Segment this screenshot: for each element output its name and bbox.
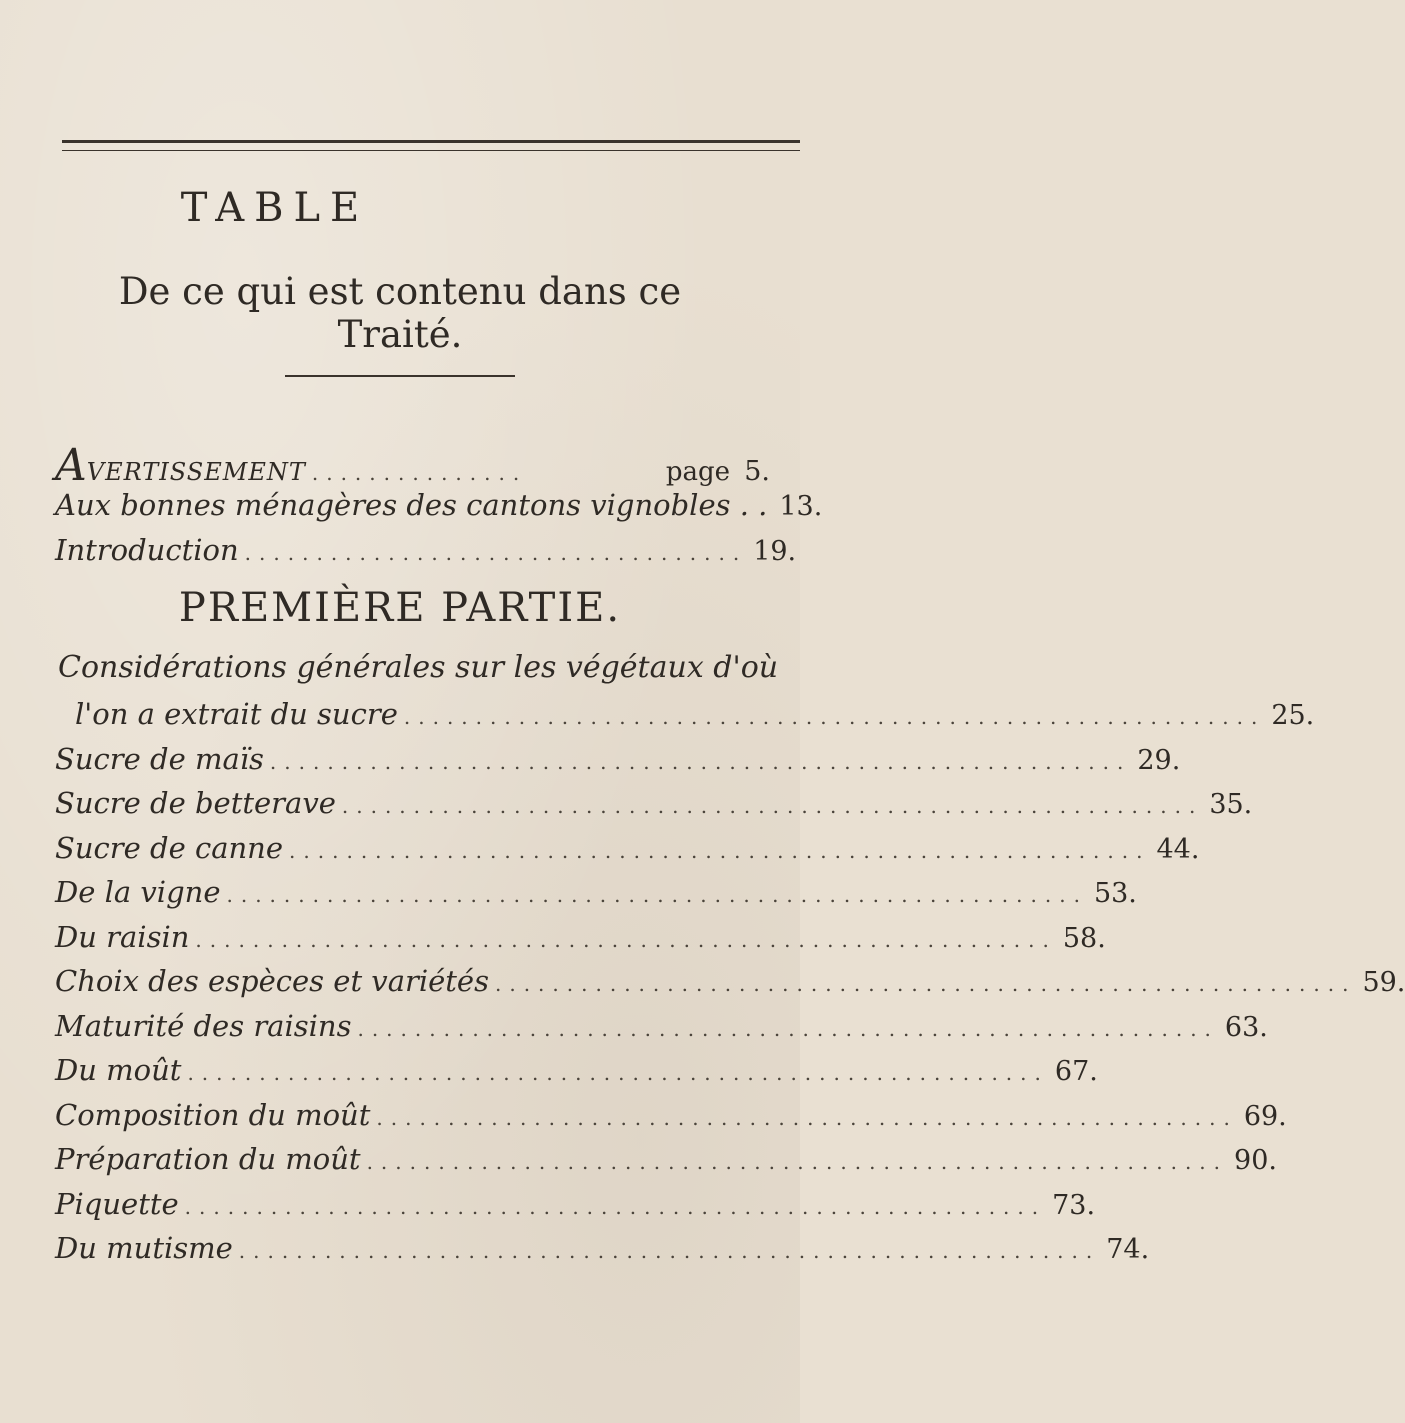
toc-label: De la vigne [55, 875, 221, 909]
toc-page-number: 58. [1062, 922, 1106, 954]
leader-dots: ............................................................ [238, 1239, 1101, 1263]
leader-dots: ............................................................ [376, 1105, 1238, 1130]
toc-label: Choix des espèces et variétés [55, 964, 489, 998]
toc-page-number: 5. [744, 456, 770, 487]
toc-label: Du moût [55, 1053, 182, 1087]
toc-page-number: 29. [1137, 744, 1181, 776]
page-subtitle: De ce qui est contenu dans ce Traité. [118, 270, 682, 356]
leader-dots: ............................................................ [289, 838, 1151, 863]
leader-dots: ............................................................ [195, 927, 1057, 952]
toc-entry [55, 830, 1200, 871]
toc-label: Composition du moût [55, 1097, 371, 1132]
toc-label: Sucre de maïs [55, 741, 264, 776]
page-title: TABLE [180, 185, 370, 231]
toc-page-number: 69. [1243, 1100, 1287, 1132]
toc-entry [75, 697, 1315, 737]
leader-dots: ............................................................ [494, 972, 1357, 996]
toc-entry [55, 1053, 1098, 1093]
divider-rule [285, 375, 515, 377]
toc-page-number: 90. [1234, 1145, 1277, 1176]
toc-entry [55, 1186, 1096, 1227]
toc-page-number: 19. [753, 536, 797, 567]
leader-dots: ................................... [244, 541, 748, 565]
toc-entry [55, 919, 1106, 960]
toc-label: VERTISSEMENT [86, 458, 306, 486]
toc-entry [55, 1097, 1287, 1138]
top-double-rule [62, 140, 800, 151]
leader-dots: ............................................................ [269, 749, 1132, 774]
toc-entry [55, 741, 1181, 782]
toc-page-number: 53. [1093, 878, 1137, 909]
toc-page-number: 67. [1054, 1056, 1098, 1087]
toc-page-number: 74. [1106, 1234, 1150, 1265]
leader-dots: ............................................................ [187, 1061, 1049, 1085]
toc-entry-menageres [55, 488, 823, 528]
toc-page-number: 13. [779, 491, 823, 522]
leader-dots: ............................................................ [366, 1150, 1229, 1174]
toc-label: Du mutisme [55, 1231, 233, 1265]
toc-label: Du raisin [55, 919, 190, 954]
toc-entry [55, 1008, 1268, 1049]
drop-letter: A [55, 440, 87, 491]
leader-dots: ............................................................ [357, 1016, 1219, 1041]
leader-dots: ............................................................ [341, 794, 1204, 818]
toc-label: Sucre de betterave [55, 786, 336, 820]
toc-page-number: 44. [1156, 833, 1200, 865]
toc-entry [55, 786, 1253, 826]
toc-entry [55, 1142, 1277, 1182]
toc-page-number: 35. [1209, 789, 1253, 820]
toc-label: Aux bonnes ménagères des cantons vignobles . . [55, 488, 768, 522]
toc-entry [55, 964, 1405, 1004]
toc-page-number: 59. [1362, 967, 1405, 998]
toc-entry [55, 1231, 1150, 1271]
page-word: page [665, 457, 730, 487]
toc-entry-avertissement [55, 440, 770, 491]
part-heading: PREMIÈRE PARTIE. [178, 585, 622, 631]
toc-page-number: 73. [1052, 1189, 1096, 1221]
toc-page-number: 25. [1271, 700, 1315, 731]
toc-label: Sucre de canne [55, 830, 284, 865]
toc-label: Préparation du moût [55, 1142, 361, 1176]
leader-dots: ............................................................ [184, 1194, 1047, 1219]
toc-label: Piquette [55, 1186, 179, 1221]
toc-entry-introduction [55, 533, 797, 573]
toc-page-number: 63. [1224, 1011, 1268, 1043]
toc-label: l'on a extrait du sucre [75, 697, 398, 731]
leader-dots: ............................................................ [226, 883, 1088, 907]
leader-dots: ............................................................ [403, 705, 1266, 729]
toc-label: Introduction [55, 533, 239, 567]
leader-dots: ............... [311, 461, 528, 485]
toc-entry [55, 875, 1137, 915]
toc-label: Maturité des raisins [55, 1008, 352, 1043]
section-heading: Considérations générales sur les végétaux d'où [58, 650, 779, 685]
